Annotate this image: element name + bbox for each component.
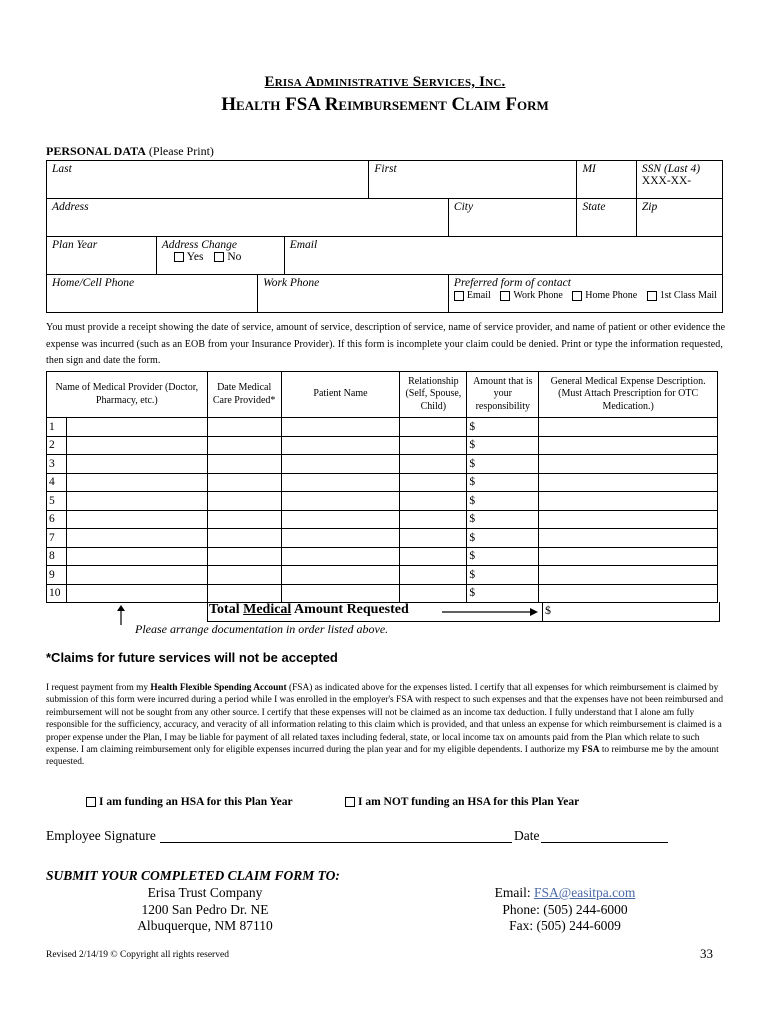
contact-work-phone-checkbox[interactable] <box>500 291 510 301</box>
submit-heading: SUBMIT YOUR COMPLETED CLAIM FORM TO: <box>46 868 340 883</box>
date-cell[interactable] <box>207 473 281 492</box>
relationship-cell[interactable] <box>400 473 467 492</box>
hsa-funding-checkbox[interactable] <box>86 797 96 807</box>
patient-cell[interactable] <box>281 584 400 603</box>
contact-info: Email: FSA@easitpa.com Phone: (505) 244-6000 Fax: (505) 244-6009 <box>494 885 636 933</box>
hsa-not-funding-checkbox[interactable] <box>345 797 355 807</box>
certification-text: I request payment from my Health Flexible Spending Account (FSA) as indicated above for the expenses listed. I certify that all expenses for which reimbursement is claimed by submission of this form were incurred during a period while I was enrolled in the employer's FSA with respect to such expenses and that the expenses have not been reimbursed and reimbursement will not be sought from any other source. I certify that these expenses will not be claimed as an income tax deduction. I fully understand that I alone am fully responsible for the sufficiency, accuracy, and veracity of all information relating to this claim which is provided, and that unless an expense for which reimbursement is claimed is a proper expense under the Plan, I may be liable for payment of all related taxes including federal, state, or local income tax on amounts paid from the Plan which relate to such expense. I am claiming reimbursement only for eligible expenses incurred during the plan year and for my eligible dependents. I authorize my FSA to reimburse me by the amount requested. <box>46 683 724 768</box>
hsa-funding-option: I am funding an HSA for this Plan Year <box>86 796 293 808</box>
patient-cell[interactable] <box>281 473 400 492</box>
table-row <box>47 566 718 585</box>
provider-cell[interactable] <box>66 584 207 603</box>
amount-cell[interactable]: $ <box>467 492 539 511</box>
relationship-cell[interactable] <box>400 529 467 548</box>
row-number: 10 <box>47 584 67 603</box>
contact-mail-checkbox[interactable] <box>647 291 657 301</box>
relationship-cell[interactable] <box>400 510 467 529</box>
email-link[interactable]: FSA@easitpa.com <box>534 885 636 900</box>
relationship-cell[interactable] <box>400 566 467 585</box>
provider-cell[interactable] <box>66 529 207 548</box>
preferred-contact-field: Preferred form of contact Email Work Phone Home Phone 1st Class Mail <box>448 275 722 313</box>
expense-table <box>46 371 718 603</box>
table-row <box>47 510 718 529</box>
col-header-date: Date Medical Care Provided* <box>207 372 281 418</box>
provider-cell[interactable] <box>66 418 207 437</box>
personal-data-heading: PERSONAL DATA (Please Print) <box>46 144 214 158</box>
first-name-field[interactable]: First <box>369 161 577 199</box>
relationship-cell[interactable] <box>400 584 467 603</box>
row-number: 7 <box>47 529 67 548</box>
date-cell[interactable] <box>207 566 281 585</box>
instructions: You must provide a receipt showing the date of service, amount of service, description of service, name of service provider, and name of patient or other evidence the expense was incurred (such as an EOB from your Insurance Provider). If this form is incomplete your claim could be denied. Print or type the information requested, then sign and date the form. <box>46 322 726 366</box>
table-row <box>47 455 718 474</box>
address-change-no-checkbox[interactable] <box>214 252 224 262</box>
col-header-patient: Patient Name <box>281 372 400 418</box>
relationship-cell[interactable] <box>400 492 467 511</box>
relationship-cell[interactable] <box>400 547 467 566</box>
personal-data-table <box>46 160 723 313</box>
patient-cell[interactable] <box>281 547 400 566</box>
table-row <box>47 473 718 492</box>
total-row <box>207 602 720 622</box>
description-cell[interactable] <box>539 584 718 603</box>
patient-cell[interactable] <box>281 566 400 585</box>
home-phone-field[interactable]: Home/Cell Phone <box>47 275 258 313</box>
description-cell[interactable] <box>539 510 718 529</box>
city-field[interactable]: City <box>448 199 577 237</box>
col-header-relationship: Relationship (Self, Spouse, Child) <box>400 372 467 418</box>
row-number: 6 <box>47 510 67 529</box>
plan-year-field[interactable]: Plan Year <box>47 237 157 275</box>
patient-cell[interactable] <box>281 492 400 511</box>
description-cell[interactable] <box>539 436 718 455</box>
provider-cell[interactable] <box>66 492 207 511</box>
patient-cell[interactable] <box>281 510 400 529</box>
revision-note: Revised 2/14/19 © Copyright all rights reserved <box>46 950 229 960</box>
row-number: 1 <box>47 418 67 437</box>
employee-signature-label: Employee Signature <box>46 828 156 843</box>
row-number: 2 <box>47 436 67 455</box>
provider-cell[interactable] <box>66 436 207 455</box>
col-header-description: General Medical Expense Description. (Must Attach Prescription for OTC Medication.) <box>539 372 718 418</box>
page-number: 33 <box>700 946 713 961</box>
table-row <box>47 547 718 566</box>
address-field[interactable]: Address <box>47 199 449 237</box>
work-phone-field[interactable]: Work Phone <box>258 275 449 313</box>
relationship-cell[interactable] <box>400 418 467 437</box>
patient-cell[interactable] <box>281 436 400 455</box>
description-cell[interactable] <box>539 418 718 437</box>
arrow-up-icon <box>116 605 126 625</box>
hsa-not-funding-option: I am NOT funding an HSA for this Plan Year <box>345 796 579 808</box>
provider-cell[interactable] <box>66 473 207 492</box>
contact-home-phone-checkbox[interactable] <box>572 291 582 301</box>
date-cell[interactable] <box>207 510 281 529</box>
company-name: Erisa Administrative Services, Inc. <box>264 74 506 90</box>
row-number: 4 <box>47 473 67 492</box>
table-row <box>47 492 718 511</box>
provider-cell[interactable] <box>66 455 207 474</box>
total-amount[interactable]: $ <box>545 603 551 617</box>
amount-cell[interactable]: $ <box>467 510 539 529</box>
form-title: Health FSA Reimbursement Claim Form <box>221 94 549 115</box>
row-number: 3 <box>47 455 67 474</box>
provider-cell[interactable] <box>66 510 207 529</box>
col-header-amount: Amount that is your responsibility <box>467 372 539 418</box>
amount-cell[interactable]: $ <box>467 584 539 603</box>
arrange-note: Please arrange documentation in order listed above. <box>135 622 389 636</box>
description-cell[interactable] <box>539 529 718 548</box>
row-number: 9 <box>47 566 67 585</box>
date-cell[interactable] <box>207 492 281 511</box>
email-field[interactable]: Email <box>284 237 722 275</box>
description-cell[interactable] <box>539 492 718 511</box>
date-cell[interactable] <box>207 455 281 474</box>
table-row <box>47 436 718 455</box>
address-change-field: Address Change Yes No <box>156 237 284 275</box>
relationship-cell[interactable] <box>400 455 467 474</box>
zip-field[interactable]: Zip <box>636 199 722 237</box>
relationship-cell[interactable] <box>400 436 467 455</box>
col-header-provider: Name of Medical Provider (Doctor, Pharmacy, etc.) <box>47 372 208 418</box>
ssn-field[interactable]: SSN (Last 4) XXX-XX- <box>636 161 722 199</box>
last-name-field[interactable]: Last <box>47 161 369 199</box>
address-change-yes-checkbox[interactable] <box>174 252 184 262</box>
description-cell[interactable] <box>539 566 718 585</box>
provider-cell[interactable] <box>66 547 207 566</box>
date-cell[interactable] <box>207 418 281 437</box>
date-cell[interactable] <box>207 529 281 548</box>
table-row <box>47 584 718 603</box>
table-row <box>47 418 718 437</box>
total-label: Total Medical Amount Requested <box>209 602 409 617</box>
table-row <box>47 529 718 548</box>
arrow-right-icon <box>442 607 538 617</box>
contact-email-checkbox[interactable] <box>454 291 464 301</box>
description-cell[interactable] <box>539 547 718 566</box>
mailing-address: Erisa Trust Company 1200 San Pedro Dr. NE Albuquerque, NM 87110 <box>137 885 273 933</box>
amount-cell[interactable]: $ <box>467 529 539 548</box>
description-cell[interactable] <box>539 455 718 474</box>
mi-field[interactable]: MI <box>577 161 636 199</box>
amount-cell[interactable]: $ <box>467 473 539 492</box>
future-claims-note: *Claims for future services will not be accepted <box>46 650 338 665</box>
state-field[interactable]: State <box>577 199 636 237</box>
row-number: 5 <box>47 492 67 511</box>
provider-cell[interactable] <box>66 566 207 585</box>
patient-cell[interactable] <box>281 455 400 474</box>
date-line[interactable] <box>541 842 668 843</box>
amount-cell[interactable]: $ <box>467 436 539 455</box>
row-number: 8 <box>47 547 67 566</box>
date-cell[interactable] <box>207 584 281 603</box>
patient-cell[interactable] <box>281 418 400 437</box>
amount-cell[interactable]: $ <box>467 566 539 585</box>
amount-cell[interactable]: $ <box>467 455 539 474</box>
date-cell[interactable] <box>207 547 281 566</box>
date-cell[interactable] <box>207 436 281 455</box>
amount-cell[interactable]: $ <box>467 418 539 437</box>
description-cell[interactable] <box>539 473 718 492</box>
date-label: Date <box>514 828 540 843</box>
patient-cell[interactable] <box>281 529 400 548</box>
employee-signature-line[interactable] <box>160 842 512 843</box>
amount-cell[interactable]: $ <box>467 547 539 566</box>
